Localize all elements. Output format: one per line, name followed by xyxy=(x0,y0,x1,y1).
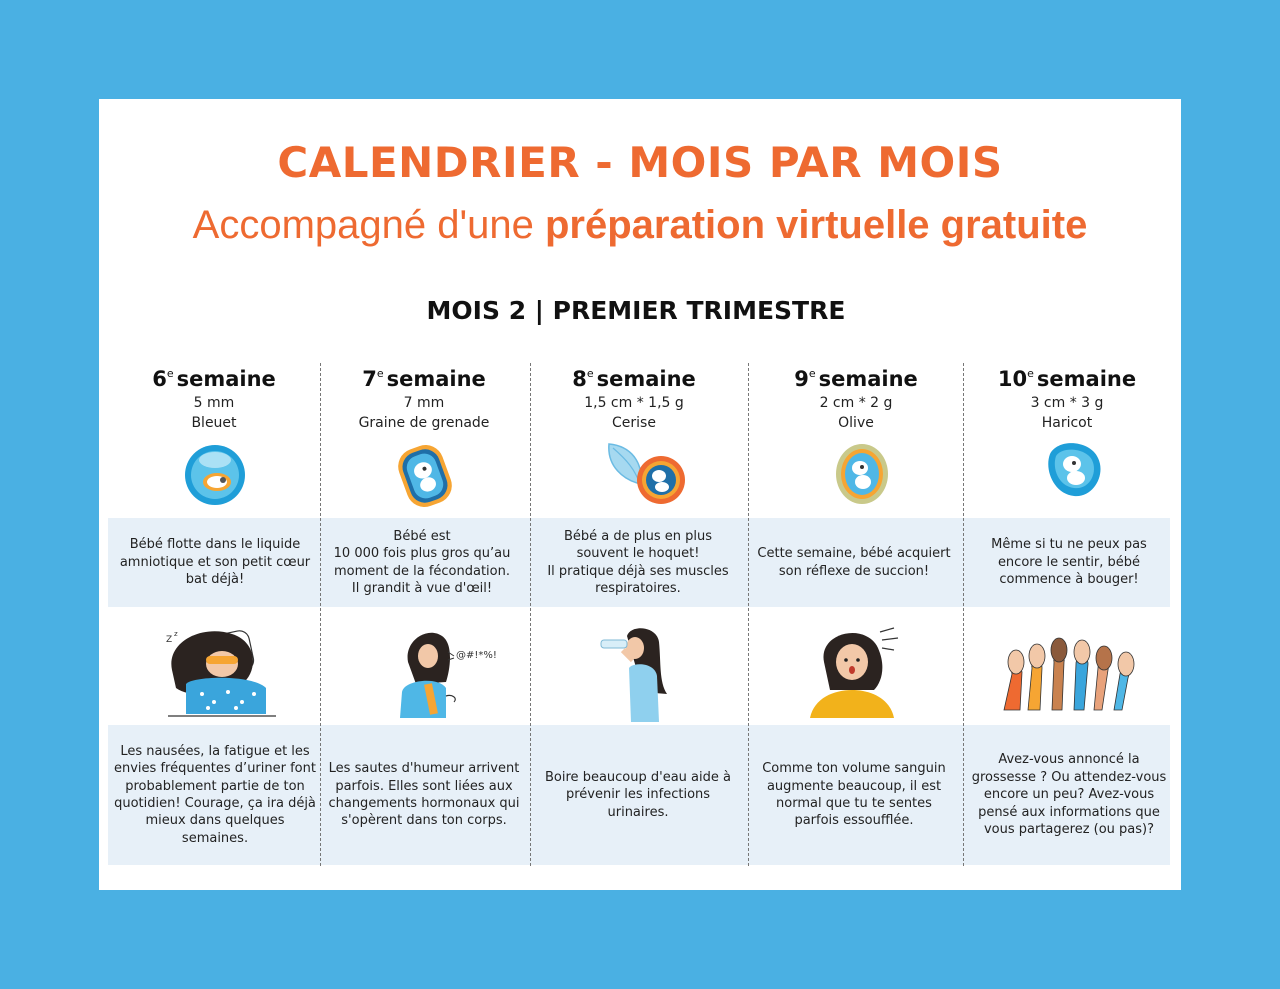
week-title: 9e semaine xyxy=(794,367,918,391)
week-title: 8e semaine xyxy=(572,367,696,391)
drinking-water-illustration xyxy=(597,622,673,722)
week-size: 2 cm * 2 g xyxy=(819,395,893,411)
week-7-header xyxy=(317,360,531,433)
week-6-header xyxy=(107,360,321,433)
mother-fact-week-7: Les sautes d'humeur arrivent parfois. Elles sont liées aux changements hormonaux qui s'opèrent dans ton corps. xyxy=(328,761,520,829)
subtitle-regular: Accompagné d'une xyxy=(192,203,534,247)
sleeping-woman-illustration xyxy=(162,622,282,720)
week-fruit: Haricot xyxy=(1041,415,1093,431)
baby-fact-week-9: Cette semaine, bébé acquiert son réflexe de succion! xyxy=(757,546,951,579)
page-title: CALENDRIER - MOIS PAR MOIS xyxy=(277,138,1003,187)
fetus-bean-icon xyxy=(1044,440,1106,500)
column-divider xyxy=(748,363,749,866)
mother-fact-week-8: Boire beaucoup d'eau aide à prévenir les infections urinaires. xyxy=(545,769,731,820)
week-9-header xyxy=(749,360,963,433)
baby-fact-week-8: Bébé a de plus en plus souvent le hoquet! Il pratique déjà ses muscles respiratoires. xyxy=(547,528,729,596)
mother-fact-week-10: Avez-vous annoncé la grossesse ? Ou attendez-vous encore un peu? Avez-vous pensé aux informations que vous partagerez (ou pas)? xyxy=(971,752,1167,838)
week-size: 5 mm xyxy=(193,395,235,411)
baby-fact-week-10: Même si tu ne peux pas encore le sentir, bébé commence à bouger! xyxy=(991,537,1147,588)
subtitle-bold: préparation virtuelle gratuite xyxy=(545,203,1088,247)
week-fruit: Bleuet xyxy=(191,415,237,431)
swear-bubble-text: @#!*%! xyxy=(456,650,497,661)
week-title: 6e semaine xyxy=(152,367,276,391)
fetus-olive-icon xyxy=(832,440,892,506)
fetus-cherry-icon xyxy=(601,440,691,510)
raised-hands-illustration xyxy=(998,622,1142,714)
frustrated-woman-illustration xyxy=(388,622,500,718)
week-10-header xyxy=(960,360,1174,433)
baby-fact-week-6: Bébé flotte dans le liquide amniotique et son petit cœur bat déjà! xyxy=(119,537,311,588)
mother-fact-week-6: Les nausées, la fatigue et les envies fréquentes d’uriner font probablement partie de ton quotidien! Courage, ça ira déjà mieux dans quelques semaines. xyxy=(114,743,316,846)
week-title: 7e semaine xyxy=(362,367,486,391)
page-subtitle xyxy=(0,203,1280,248)
week-title: 10e semaine xyxy=(997,367,1137,391)
breathless-woman-illustration xyxy=(804,622,904,718)
week-size: 1,5 cm * 1,5 g xyxy=(584,395,684,411)
column-divider xyxy=(320,363,321,866)
week-fruit: Cerise xyxy=(612,415,656,431)
week-fruit: Graine de grenade xyxy=(358,415,490,431)
svg-text:Z: Z xyxy=(166,635,173,645)
week-size: 7 mm xyxy=(403,395,445,411)
svg-text:z: z xyxy=(174,630,178,638)
section-title: MOIS 2 | PREMIER TRIMESTRE xyxy=(426,296,846,325)
week-size: 3 cm * 3 g xyxy=(1030,395,1104,411)
mother-fact-week-9: Comme ton volume sanguin augmente beaucoup, il est normal que tu te sentes parfois essoufflée. xyxy=(762,761,946,829)
week-fruit: Olive xyxy=(838,415,874,431)
fetus-bubble-icon xyxy=(183,440,247,508)
column-divider xyxy=(963,363,964,866)
fetus-seed-icon xyxy=(394,440,456,512)
baby-fact-week-7: Bébé est 10 000 fois plus gros qu’au moment de la fécondation. Il grandit à vue d'œil! xyxy=(333,528,511,596)
column-divider xyxy=(530,363,531,866)
week-8-header xyxy=(527,360,741,433)
